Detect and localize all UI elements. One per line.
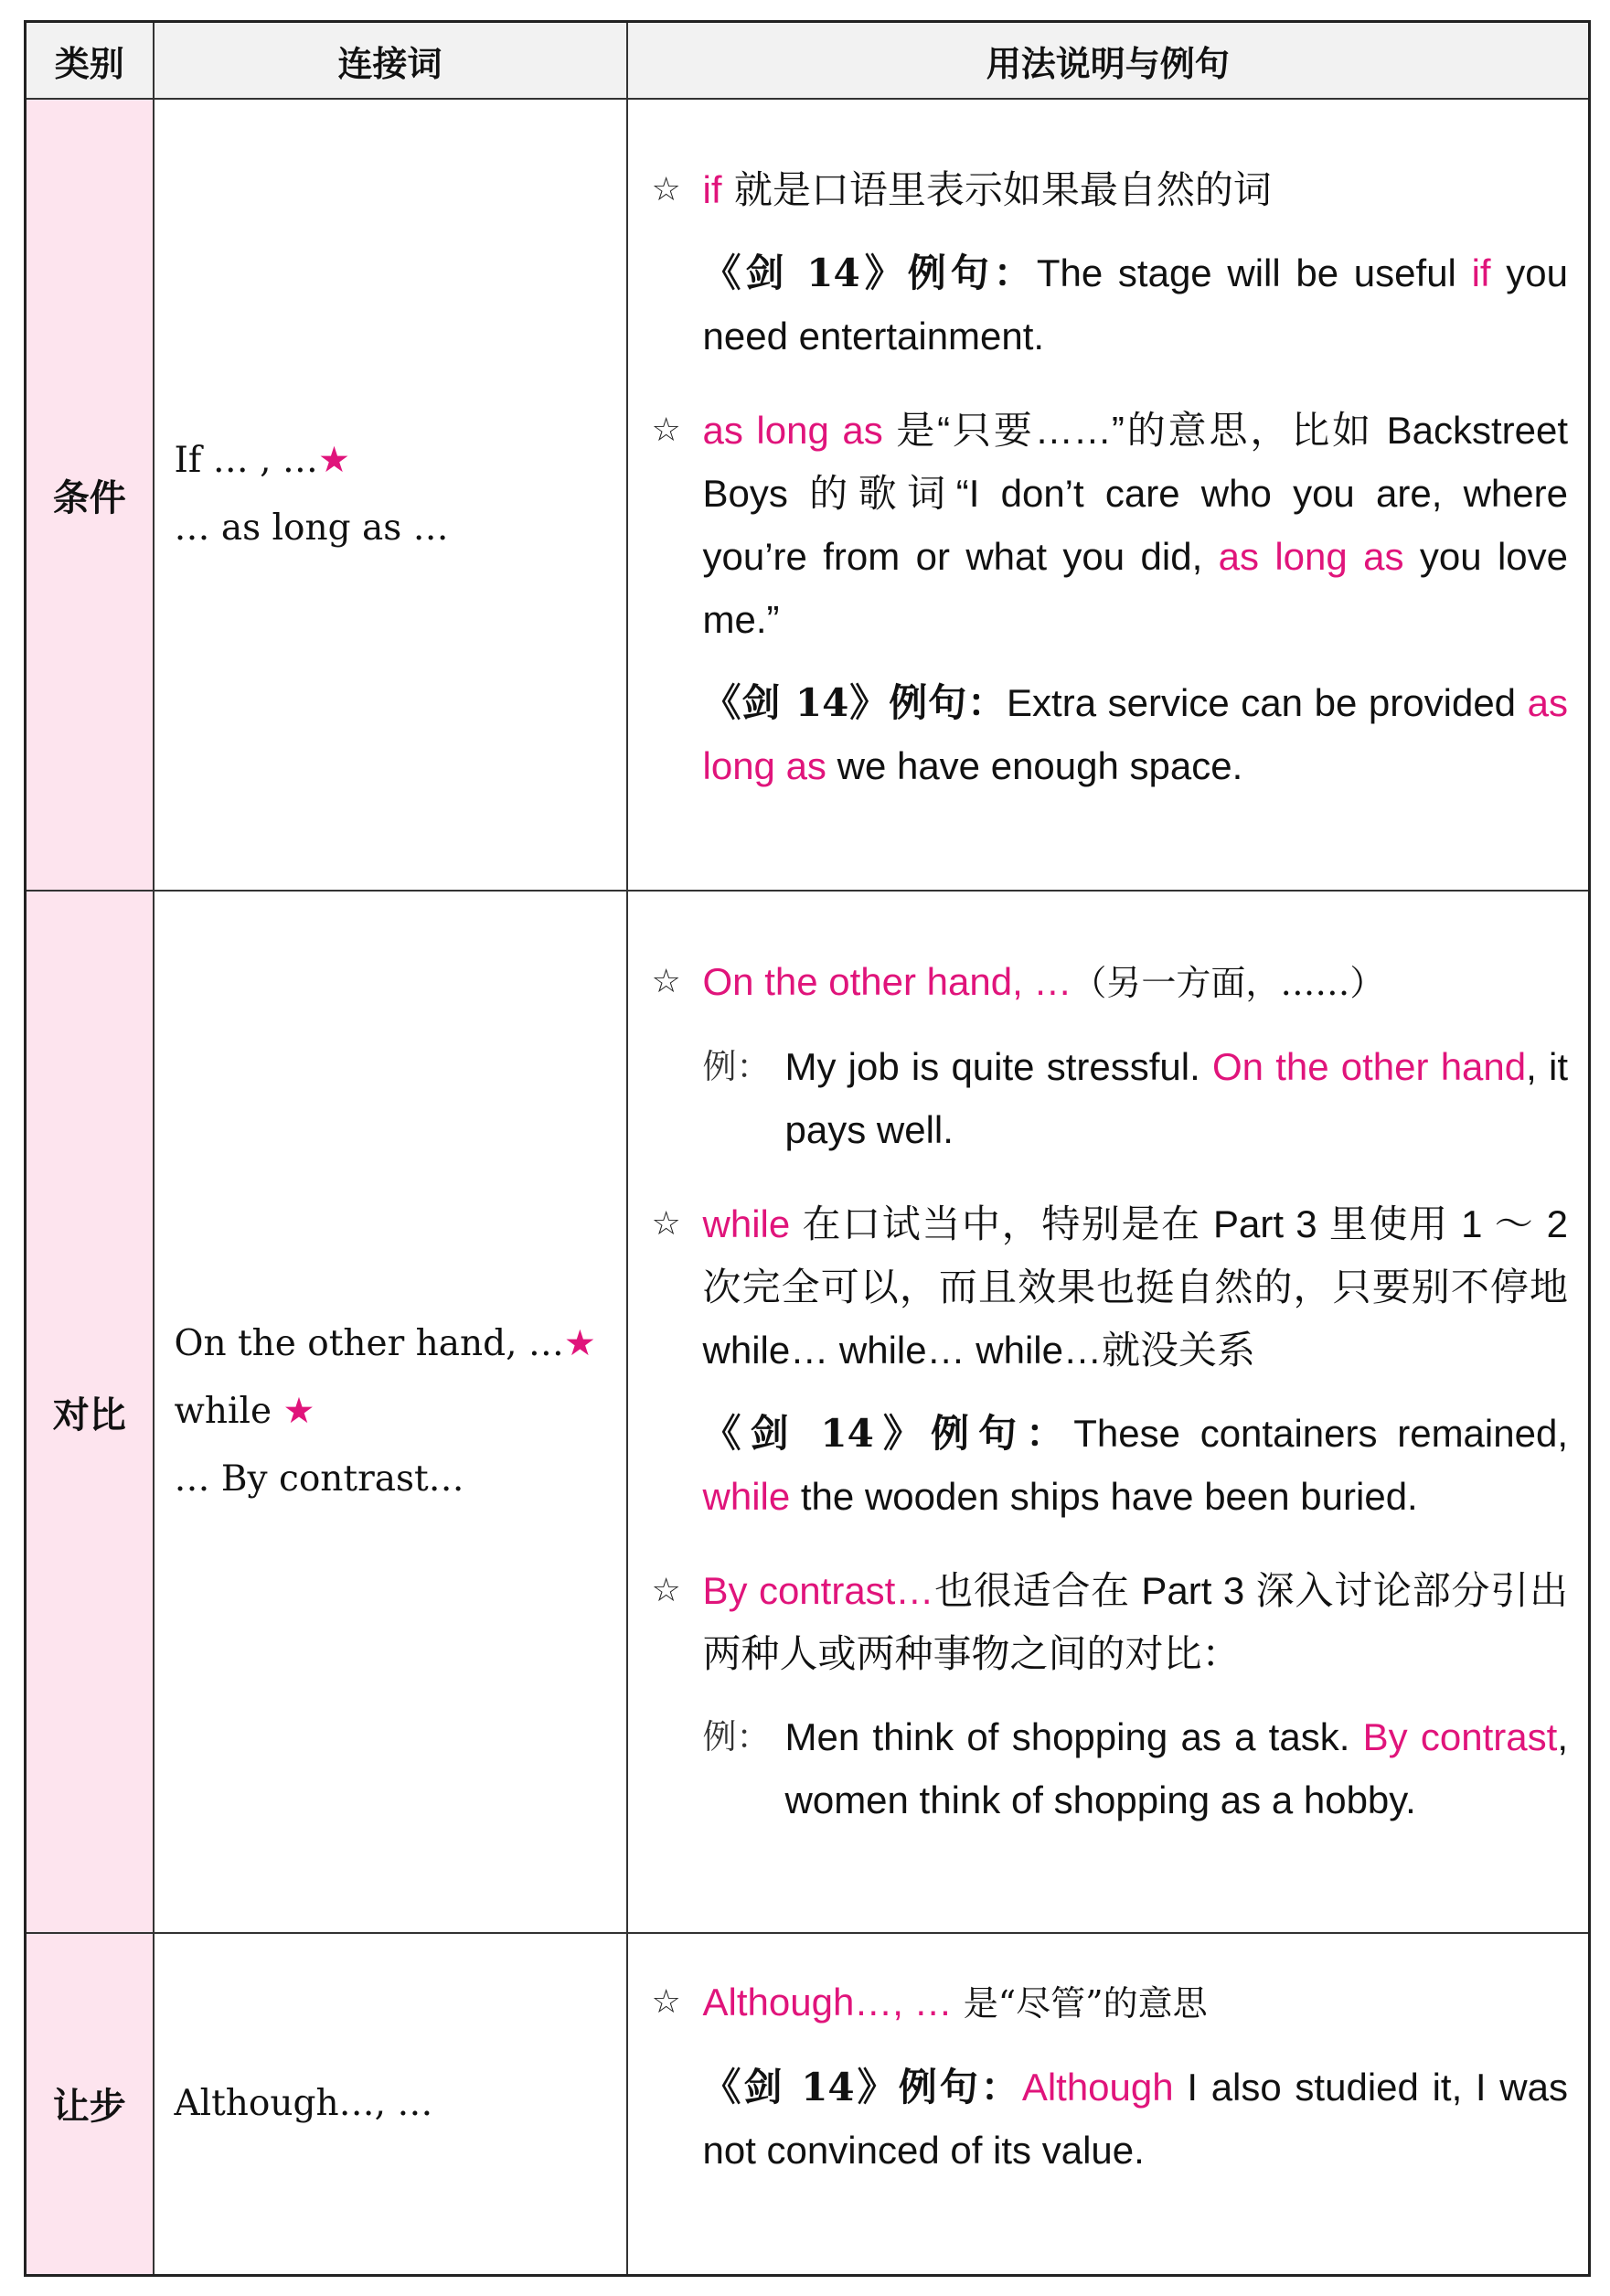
- point-description: 在口试当中，特别是在 Part 3 里使用 1 ～ 2 次完全可以，而且效果也挺自然的，只要别不停地 while… while… while…就没关系: [702, 1202, 1568, 1372]
- keyword: while: [702, 1202, 791, 1245]
- example-label: 《剑 14》例句：: [702, 1411, 1074, 1456]
- connective-item: On the other hand, …★: [174, 1323, 596, 1364]
- example-sentence: 例： My job is quite stressful. On the other hand, it pays well.: [652, 1035, 1569, 1161]
- keyword: as long as: [702, 409, 883, 452]
- star-outline-icon: ☆: [651, 411, 681, 449]
- usage-cell: [627, 891, 1590, 1933]
- header-category: 类别: [26, 22, 154, 100]
- point-description: （另一方面，……）: [1072, 963, 1385, 1003]
- usage-point: [652, 1559, 1569, 1685]
- table-row-condition: [26, 99, 1590, 891]
- star-outline-icon: ☆: [651, 171, 681, 208]
- example-sentence: 《剑 14》例句：Extra service can be provided as long as we have enough space.: [702, 680, 1568, 787]
- keyword: if: [1471, 251, 1491, 294]
- usage-point: [652, 950, 1569, 1015]
- keyword: Although: [1021, 2066, 1174, 2109]
- point-description: 就是口语里表示如果最自然的词: [721, 167, 1272, 212]
- keyword: By contrast…: [702, 1569, 934, 1612]
- key-star-icon: ★: [317, 440, 350, 481]
- table-row-concession: [26, 1933, 1590, 2275]
- star-outline-icon: ☆: [651, 963, 681, 1000]
- example-label: 例：: [702, 1717, 771, 1757]
- connectives-cell: [154, 1933, 627, 2275]
- example-sentence: 《剑 14》例句：The stage will be useful if you need entertainment.: [702, 251, 1569, 358]
- usage-point: [652, 158, 1569, 221]
- connectives-cell: [154, 891, 627, 1933]
- table-header-row: [26, 22, 1590, 100]
- usage-table-sheet: [24, 20, 1588, 2277]
- connectives-table: [24, 20, 1591, 2277]
- connective-item: … as long as …: [174, 507, 449, 549]
- example-sentence: 《剑 14》例句：These containers remained, while the wooden ships have been buried.: [702, 1411, 1568, 1518]
- example-label: 《剑 14》例句：: [702, 251, 1037, 295]
- keyword: if: [702, 168, 722, 211]
- usage-cell: [627, 99, 1590, 891]
- usage-point: [652, 1192, 1569, 1382]
- category-cell: 让步: [26, 1933, 154, 2275]
- connective-item: … By contrast…: [174, 1458, 464, 1500]
- key-star-icon: ★: [563, 1323, 596, 1364]
- connective-item: Although…, …: [174, 2082, 433, 2124]
- point-description: 是“只要……”的意思，比如 Backstreet Boys 的歌词“I don’t care who you are, where you’re from or what you did,: [702, 409, 1568, 578]
- point-description: 也很适合在 Part 3 深入讨论部分引出两种人或两种事物之间的对比：: [702, 1569, 1568, 1675]
- header-connectives: 连接词: [154, 22, 627, 100]
- star-outline-icon: ☆: [651, 1983, 681, 2021]
- keyword: On the other hand: [1211, 1045, 1527, 1088]
- keyword: On the other hand, …: [702, 960, 1072, 1003]
- connective-item: while ★: [174, 1391, 315, 1432]
- connective-item: If … , …★: [174, 440, 350, 481]
- key-star-icon: ★: [283, 1391, 315, 1432]
- example-label: 例：: [702, 1047, 771, 1086]
- star-outline-icon: ☆: [651, 1205, 681, 1243]
- example-sentence: 《剑 14》例句：Although I also studied it, I was not convinced of its value.: [702, 2065, 1568, 2172]
- usage-cell: [627, 1933, 1590, 2275]
- keyword: Although…, …: [702, 1981, 953, 2024]
- usage-point: ☆ as long as 是“只要……”的意思，比如 Backstreet Boys 的歌词“I don’t care who you are, where you’re from or what you did, as long as you love me.”: [652, 399, 1569, 651]
- star-outline-icon: ☆: [651, 1572, 681, 1609]
- usage-point: [652, 1970, 1569, 2035]
- keyword: By contrast: [1362, 1715, 1558, 1758]
- category-cell: 条件: [26, 99, 154, 891]
- example-label: 《剑 14》例句：: [702, 2065, 1022, 2109]
- category-cell: 对比: [26, 891, 154, 1933]
- keyword: as long as: [702, 681, 1568, 787]
- connectives-cell: [154, 99, 627, 891]
- point-description: 是“尽管”的意思: [952, 1983, 1208, 2024]
- example-sentence: 例： Men think of shopping as a task. By contrast, women think of shopping as a hobby.: [652, 1705, 1569, 1831]
- keyword: as long as: [1218, 535, 1404, 578]
- keyword: while: [702, 1475, 791, 1518]
- table-row-contrast: [26, 891, 1590, 1933]
- header-usage: 用法说明与例句: [627, 22, 1590, 100]
- example-label: 《剑 14》例句：: [702, 680, 1008, 725]
